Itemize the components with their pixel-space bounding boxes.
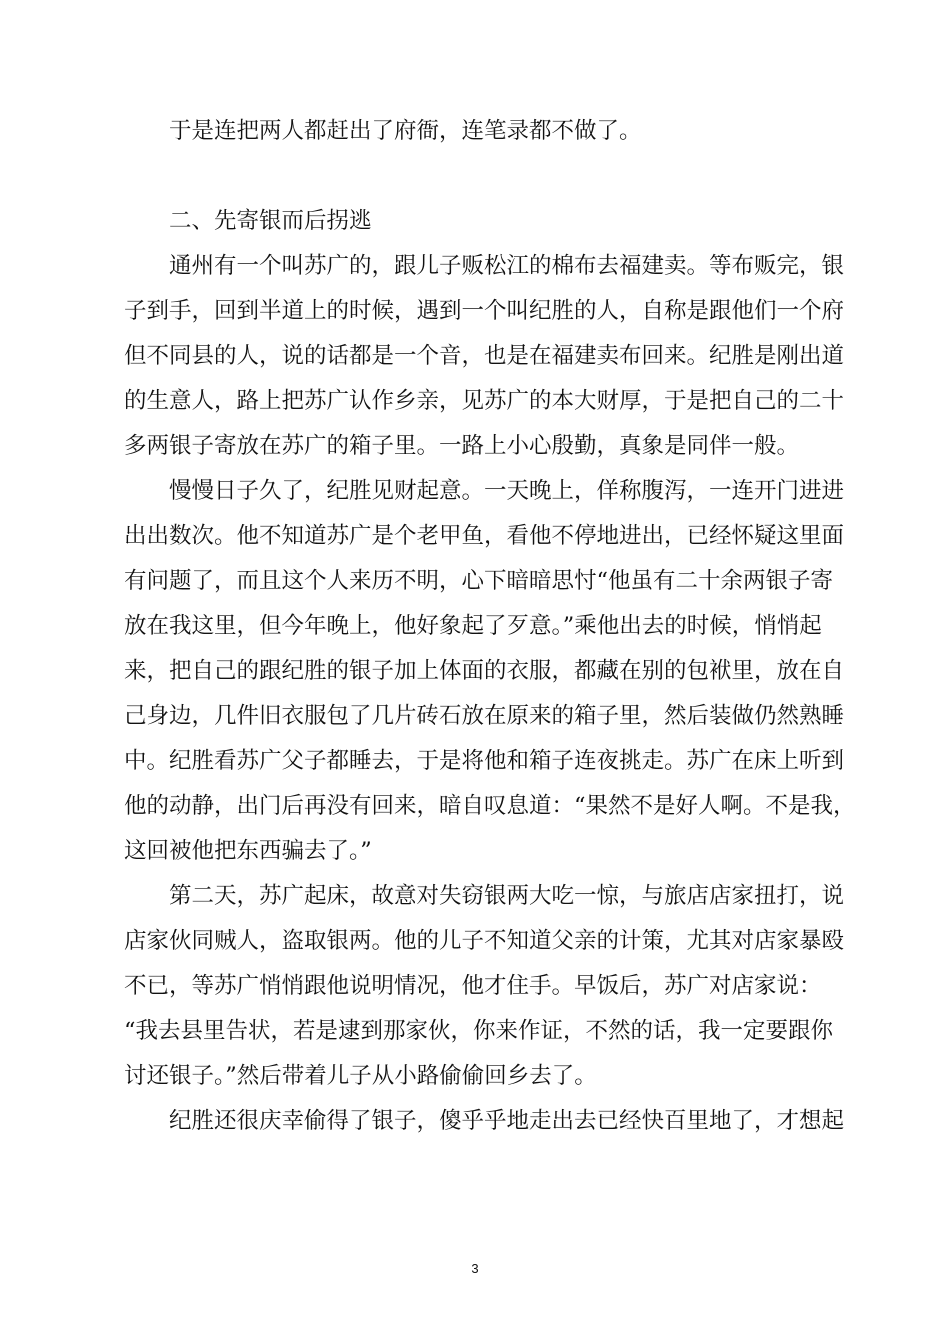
section-heading: 二、先寄银而后拐逃	[169, 208, 372, 234]
text-line: 己身边，几件旧衣服包了几片砖石放在原来的箱子里，然后装做仍然熟睡	[124, 703, 845, 729]
text-line: 来，把自己的跟纪胜的银子加上体面的衣服，都藏在别的包袱里，放在自	[124, 658, 845, 684]
text-line: 他的动静，出门后再没有回来，暗自叹息道：“果然不是好人啊。不是我，	[124, 793, 856, 819]
text-line: 店家伙同贼人，盗取银两。他的儿子不知道父亲的计策，尤其对店家暴殴	[124, 928, 845, 954]
text-line: 这回被他把东西骗去了。”	[124, 838, 372, 864]
text-line: 有问题了，而且这个人来历不明，心下暗暗思忖“他虽有二十余两银子寄	[124, 568, 834, 594]
text-line: 于是连把两人都赶出了府衙，连笔录都不做了。	[169, 118, 642, 144]
text-line: 中。纪胜看苏广父子都睡去，于是将他和箱子连夜挑走。苏广在床上听到	[124, 748, 845, 774]
text-line: 多两银子寄放在苏广的箱子里。一路上小心殷勤，真象是同伴一般。	[124, 433, 800, 459]
text-line: 通州有一个叫苏广的，跟儿子贩松江的棉布去福建卖。等布贩完，银	[169, 253, 845, 279]
text-line: 讨还银子。”然后带着儿子从小路偷偷回乡去了。	[124, 1063, 597, 1089]
text-line: “我去县里告状，若是逮到那家伙，你来作证，不然的话，我一定要跟你	[124, 1018, 834, 1044]
text-line: 不已，等苏广悄悄跟他说明情况，他才住手。早饭后，苏广对店家说：	[124, 973, 822, 999]
text-line: 第二天，苏广起床，故意对失窃银两大吃一惊，与旅店店家扭打，说	[169, 883, 845, 909]
text-line: 子到手，回到半道上的时候，遇到一个叫纪胜的人，自称是跟他们一个府	[124, 298, 845, 324]
text-line: 出出数次。他不知道苏广是个老甲鱼，看他不停地进出，已经怀疑这里面	[124, 523, 845, 549]
text-line: 放在我这里，但今年晚上，他好象起了歹意。”乘他出去的时候，悄悄起	[124, 613, 822, 639]
text-line: 的生意人，路上把苏广认作乡亲，见苏广的本大财厚，于是把自己的二十	[124, 388, 845, 414]
text-line: 但不同县的人，说的话都是一个音，也是在福建卖布回来。纪胜是刚出道	[124, 343, 845, 369]
text-line: 纪胜还很庆幸偷得了银子，傻乎乎地走出去已经快百里地了，才想起	[169, 1108, 845, 1134]
page-number: 3	[471, 1261, 479, 1276]
text-line: 慢慢日子久了，纪胜见财起意。一天晚上，佯称腹泻，一连开门进进	[169, 478, 845, 504]
